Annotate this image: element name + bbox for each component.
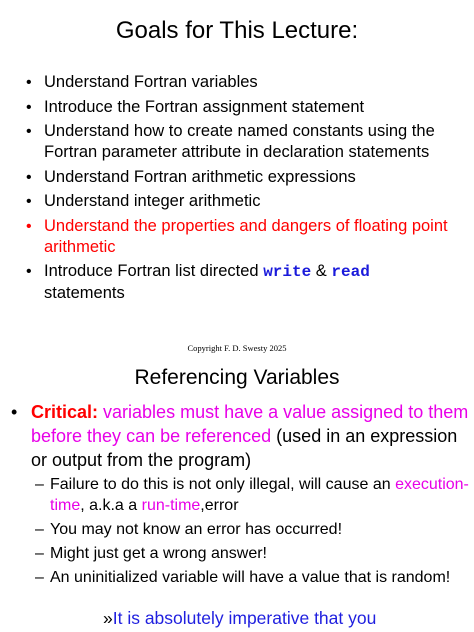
bullet-text: Understand the properties and dangers of floating point arithmetic xyxy=(44,216,448,256)
ampersand: & xyxy=(311,262,332,280)
bullet-icon: • xyxy=(26,98,32,116)
sub-bullet-list xyxy=(35,474,470,591)
bullet-icon: • xyxy=(26,168,32,186)
bullet-icon: • xyxy=(26,263,32,280)
dash-icon: – xyxy=(35,476,44,493)
main-bullet xyxy=(11,400,469,472)
bullet-icon: • xyxy=(26,123,32,140)
sub-text: You may not know an error has occurred! xyxy=(50,521,343,538)
sub-text: Failure to do this is not only illegal, will cause an xyxy=(50,476,396,493)
bullet-text-prefix: Introduce Fortran list directed xyxy=(44,262,264,280)
slide2-title: Referencing Variables xyxy=(134,366,340,389)
nested-bullet xyxy=(103,607,473,630)
bullet-text-suffix: statements xyxy=(44,284,125,302)
sub-text: ,error xyxy=(200,497,239,514)
imperative-text: It is absolutely imperative that you xyxy=(112,608,377,628)
bullet-text: Understand Fortran variables xyxy=(44,73,258,91)
copyright-notice: Copyright F. D. Swesty 2025 xyxy=(187,343,287,353)
bullet-icon: • xyxy=(26,74,32,91)
list-item xyxy=(35,519,470,540)
list-item xyxy=(0,72,474,93)
list-item xyxy=(0,97,474,118)
list-item xyxy=(0,121,474,163)
main-bullet-rest: (used in an expression or output from the program) xyxy=(31,426,458,470)
list-item xyxy=(0,261,474,304)
list-item xyxy=(0,191,474,212)
bullet-text: Understand integer arithmetic xyxy=(44,192,261,210)
code-write: write xyxy=(263,263,312,281)
list-item xyxy=(0,167,474,188)
bullet-text: Introduce the Fortran assignment statement xyxy=(44,97,365,116)
bullet-text: Understand Fortran arithmetic expressions xyxy=(44,167,356,186)
sub-text: An uninitialized variable will have a value that is random! xyxy=(50,569,451,586)
bullet-icon: • xyxy=(26,193,32,210)
bullet-text: Understand how to create named constants using the Fortran parameter attribute in declaration statements xyxy=(44,122,435,161)
bullet-icon: • xyxy=(11,402,18,422)
slide1-bullet-list xyxy=(0,72,474,308)
dash-icon: – xyxy=(35,569,44,586)
run-time-term: run-time xyxy=(141,497,201,514)
list-item xyxy=(35,543,470,564)
dash-icon: – xyxy=(35,521,44,538)
bullet-icon: • xyxy=(26,217,32,235)
code-read: read xyxy=(331,263,370,281)
list-item-highlighted xyxy=(0,216,474,258)
list-item xyxy=(35,567,470,588)
slide1-title: Goals for This Lecture: xyxy=(115,17,359,44)
dash-icon: – xyxy=(35,545,44,562)
chevron-right-icon: » xyxy=(103,608,113,628)
critical-statement: variables must have a value assigned to them before they can be referenced xyxy=(31,402,469,446)
execution-time-term: execution-time xyxy=(50,476,469,514)
list-item xyxy=(35,474,470,516)
critical-label: Critical: xyxy=(31,402,99,422)
sub-text: , a.k.a a xyxy=(80,497,142,514)
sub-text: Might just get a wrong answer! xyxy=(50,545,267,562)
